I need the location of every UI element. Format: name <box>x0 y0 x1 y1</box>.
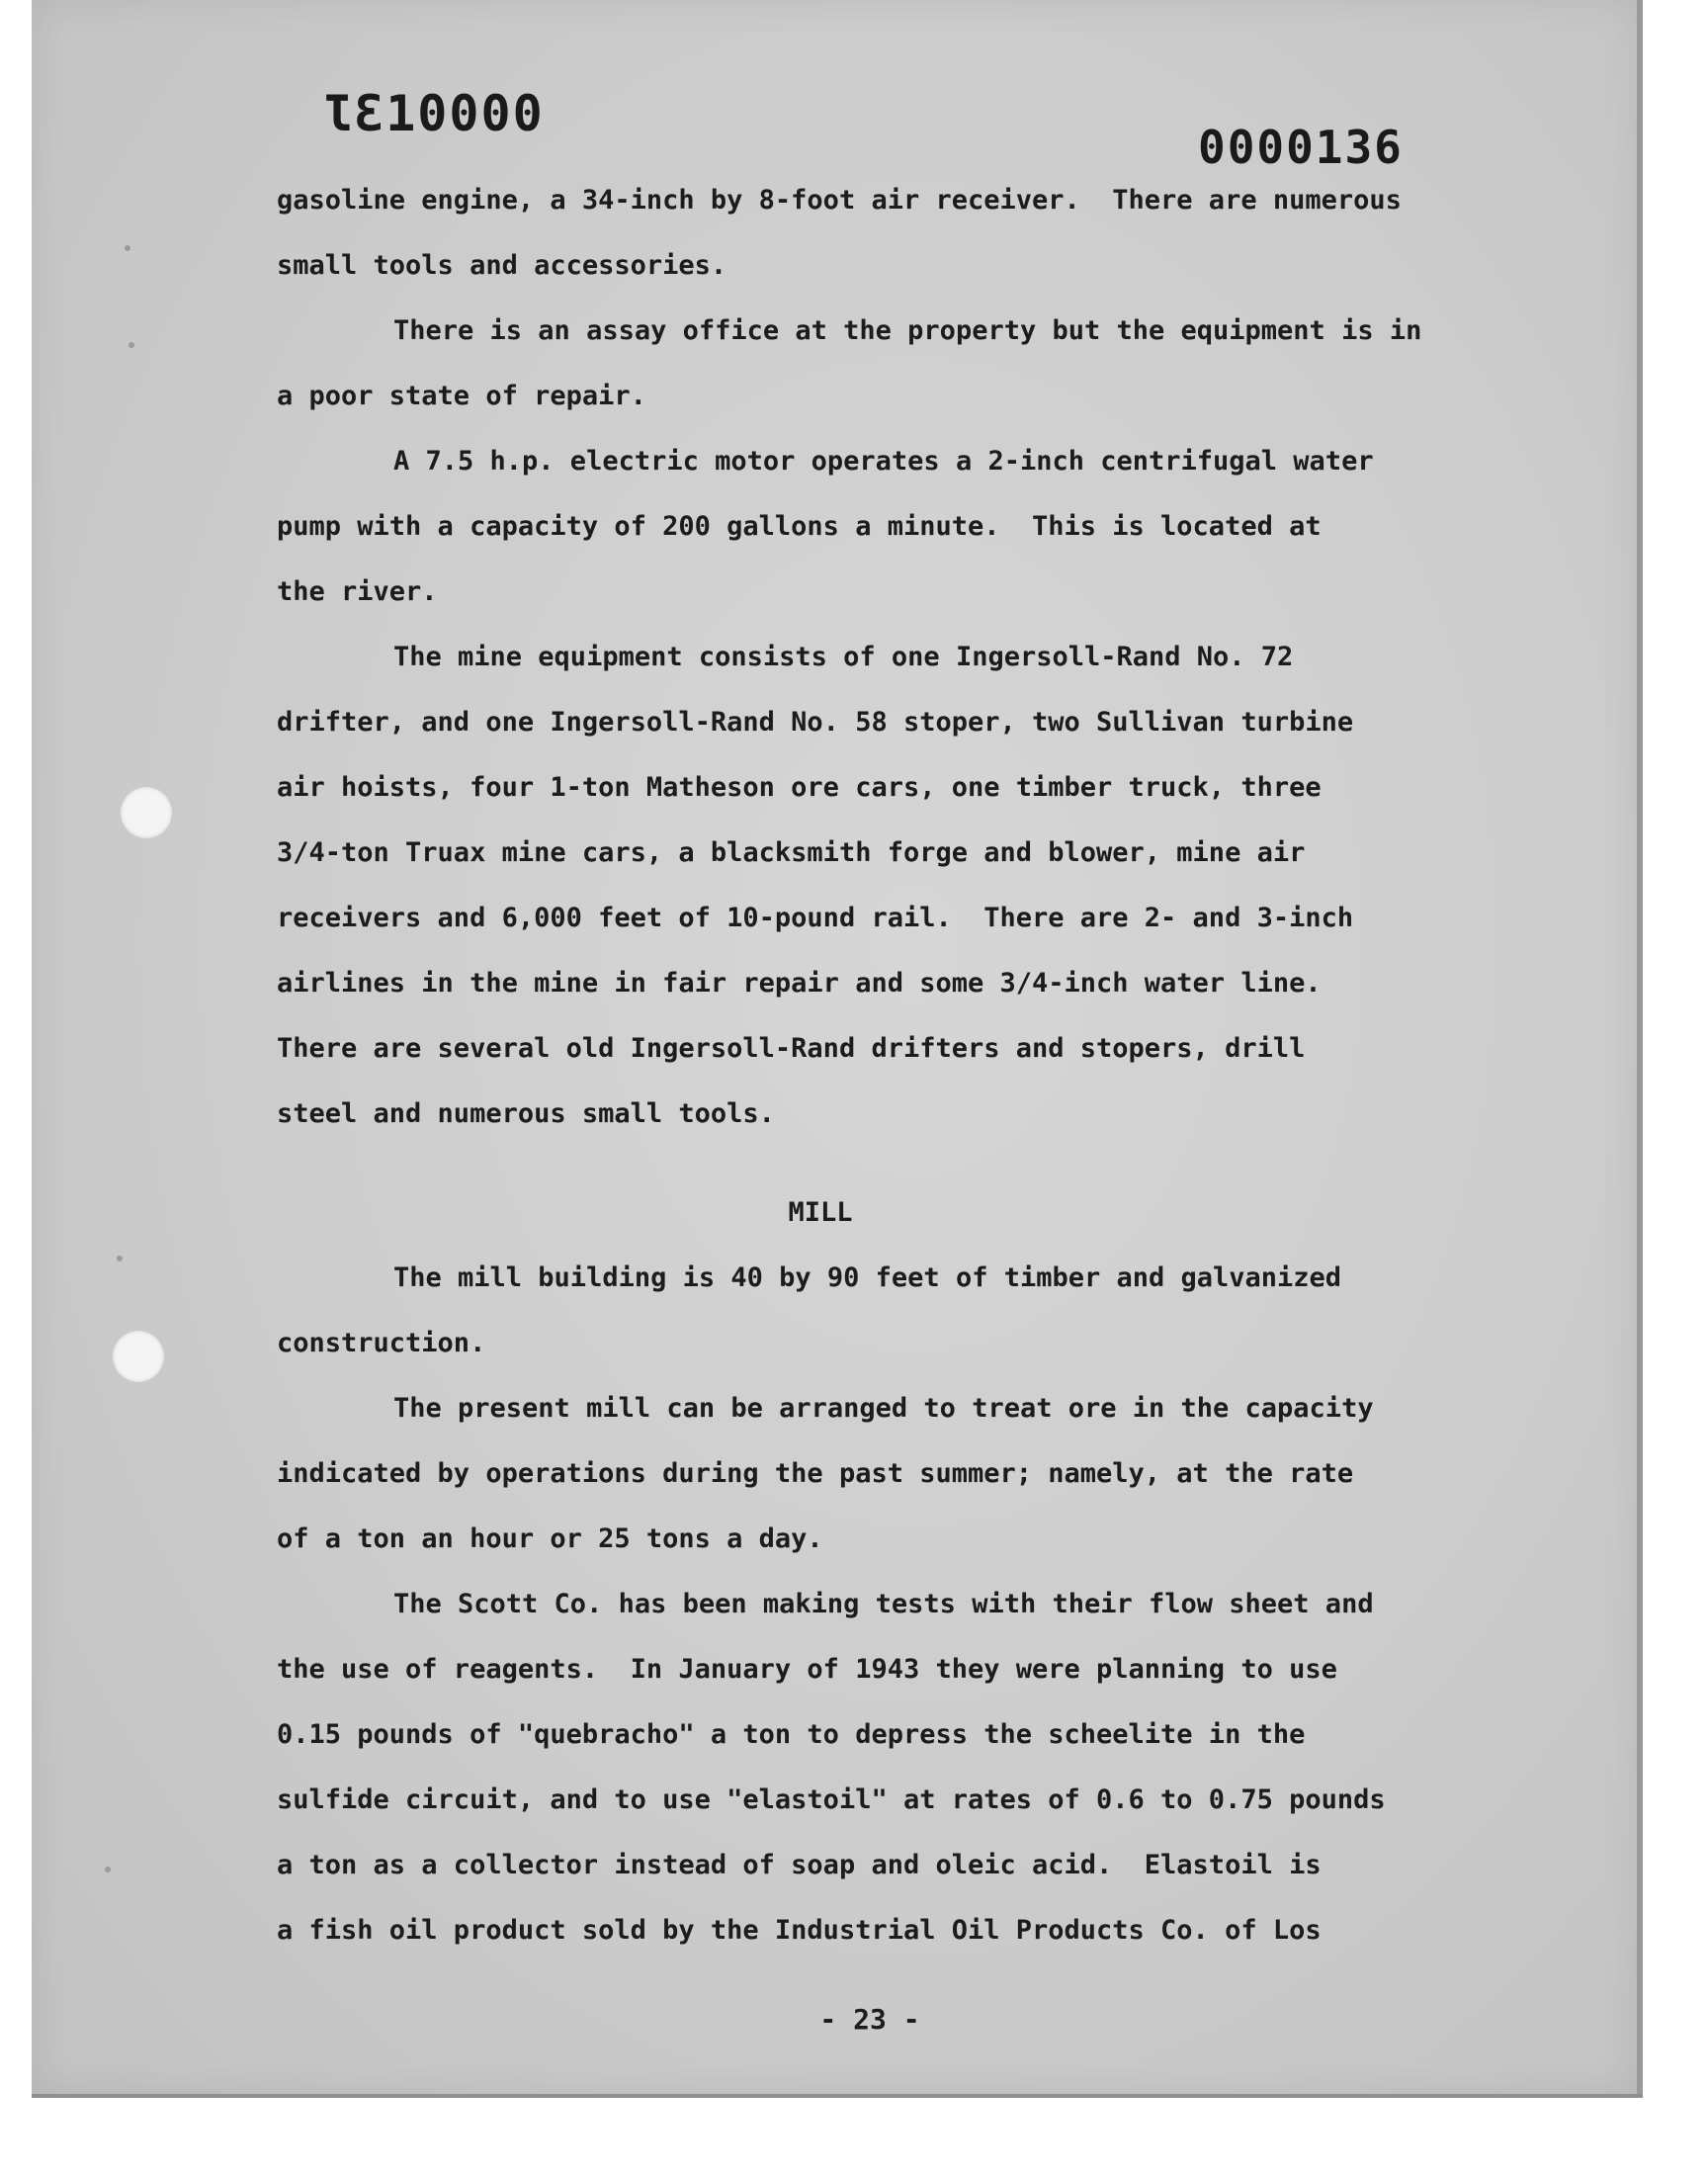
page-edge <box>32 2094 1643 2098</box>
paragraph-mill-capacity <box>277 1376 1463 1572</box>
text-line: a poor state of repair. <box>277 381 646 411</box>
body-text <box>277 168 1463 1963</box>
paragraph-equipment-tail <box>277 168 1463 299</box>
text-line: sulfide circuit, and to use "elastoil" at rates of 0.6 to 0.75 pounds <box>277 1784 1386 1815</box>
document-id-stamp-right: 0000136 <box>1198 121 1404 174</box>
text-line: receivers and 6,000 feet of 10-pound rail. There are 2- and 3-inch <box>277 903 1354 933</box>
text-line: The mill building is 40 by 90 feet of timber and galvanized <box>393 1262 1342 1293</box>
paragraph-assay-office <box>277 299 1463 429</box>
paragraph-water-pump <box>277 429 1463 625</box>
text-line: A 7.5 h.p. electric motor operates a 2-inch centrifugal water <box>393 446 1374 477</box>
text-line: air hoists, four 1-ton Matheson ore cars, one timber truck, three <box>277 772 1322 803</box>
text-line: the use of reagents. In January of 1943 they were planning to use <box>277 1654 1337 1685</box>
punch-hole-upper <box>121 787 172 838</box>
text-line: of a ton an hour or 25 tons a day. <box>277 1523 823 1554</box>
text-line: steel and numerous small tools. <box>277 1098 775 1129</box>
text-line: indicated by operations during the past summer; namely, at the rate <box>277 1458 1354 1489</box>
section-heading-mill: MILL <box>788 1197 853 1228</box>
scan-speck <box>128 342 134 348</box>
text-line: gasoline engine, a 34-inch by 8-foot air receiver. There are numerous <box>277 185 1402 216</box>
text-line: construction. <box>277 1328 486 1358</box>
text-line: airlines in the mine in fair repair and some 3/4-inch water line. <box>277 968 1322 999</box>
text-line: The mine equipment consists of one Ingersoll-Rand No. 72 <box>393 642 1294 672</box>
scan-speck <box>105 1867 111 1872</box>
text-line: There are several old Ingersoll-Rand drifters and stopers, drill <box>277 1033 1306 1064</box>
text-line: 0.15 pounds of "quebracho" a ton to depress the scheelite in the <box>277 1719 1306 1750</box>
text-line: The present mill can be arranged to treat ore in the capacity <box>393 1393 1374 1424</box>
text-line: 3/4-ton Truax mine cars, a blacksmith forge and blower, mine air <box>277 837 1306 868</box>
punch-hole-lower <box>113 1331 164 1382</box>
text-line: a ton as a collector instead of soap and oleic acid. Elastoil is <box>277 1850 1322 1880</box>
text-line: drifter, and one Ingersoll-Rand No. 58 stoper, two Sullivan turbine <box>277 707 1354 738</box>
paragraph-mine-equipment <box>277 625 1463 1147</box>
text-line: pump with a capacity of 200 gallons a minute. This is located at <box>277 511 1322 542</box>
scan-speck <box>117 1256 123 1262</box>
page-number: - 23 - <box>819 2003 920 2036</box>
text-line: small tools and accessories. <box>277 250 727 281</box>
text-line: the river. <box>277 576 438 607</box>
paragraph-reagent-tests <box>277 1572 1463 1963</box>
text-line: There is an assay office at the property but the equipment is in <box>393 315 1422 346</box>
text-line: a fish oil product sold by the Industrial Oil Products Co. of Los <box>277 1915 1322 1946</box>
document-id-stamp-left: ƖƐ10000 <box>322 85 545 142</box>
text-line: The Scott Co. has been making tests with their flow sheet and <box>393 1589 1374 1619</box>
paragraph-mill-building <box>277 1246 1463 1376</box>
scan-speck <box>125 245 130 251</box>
